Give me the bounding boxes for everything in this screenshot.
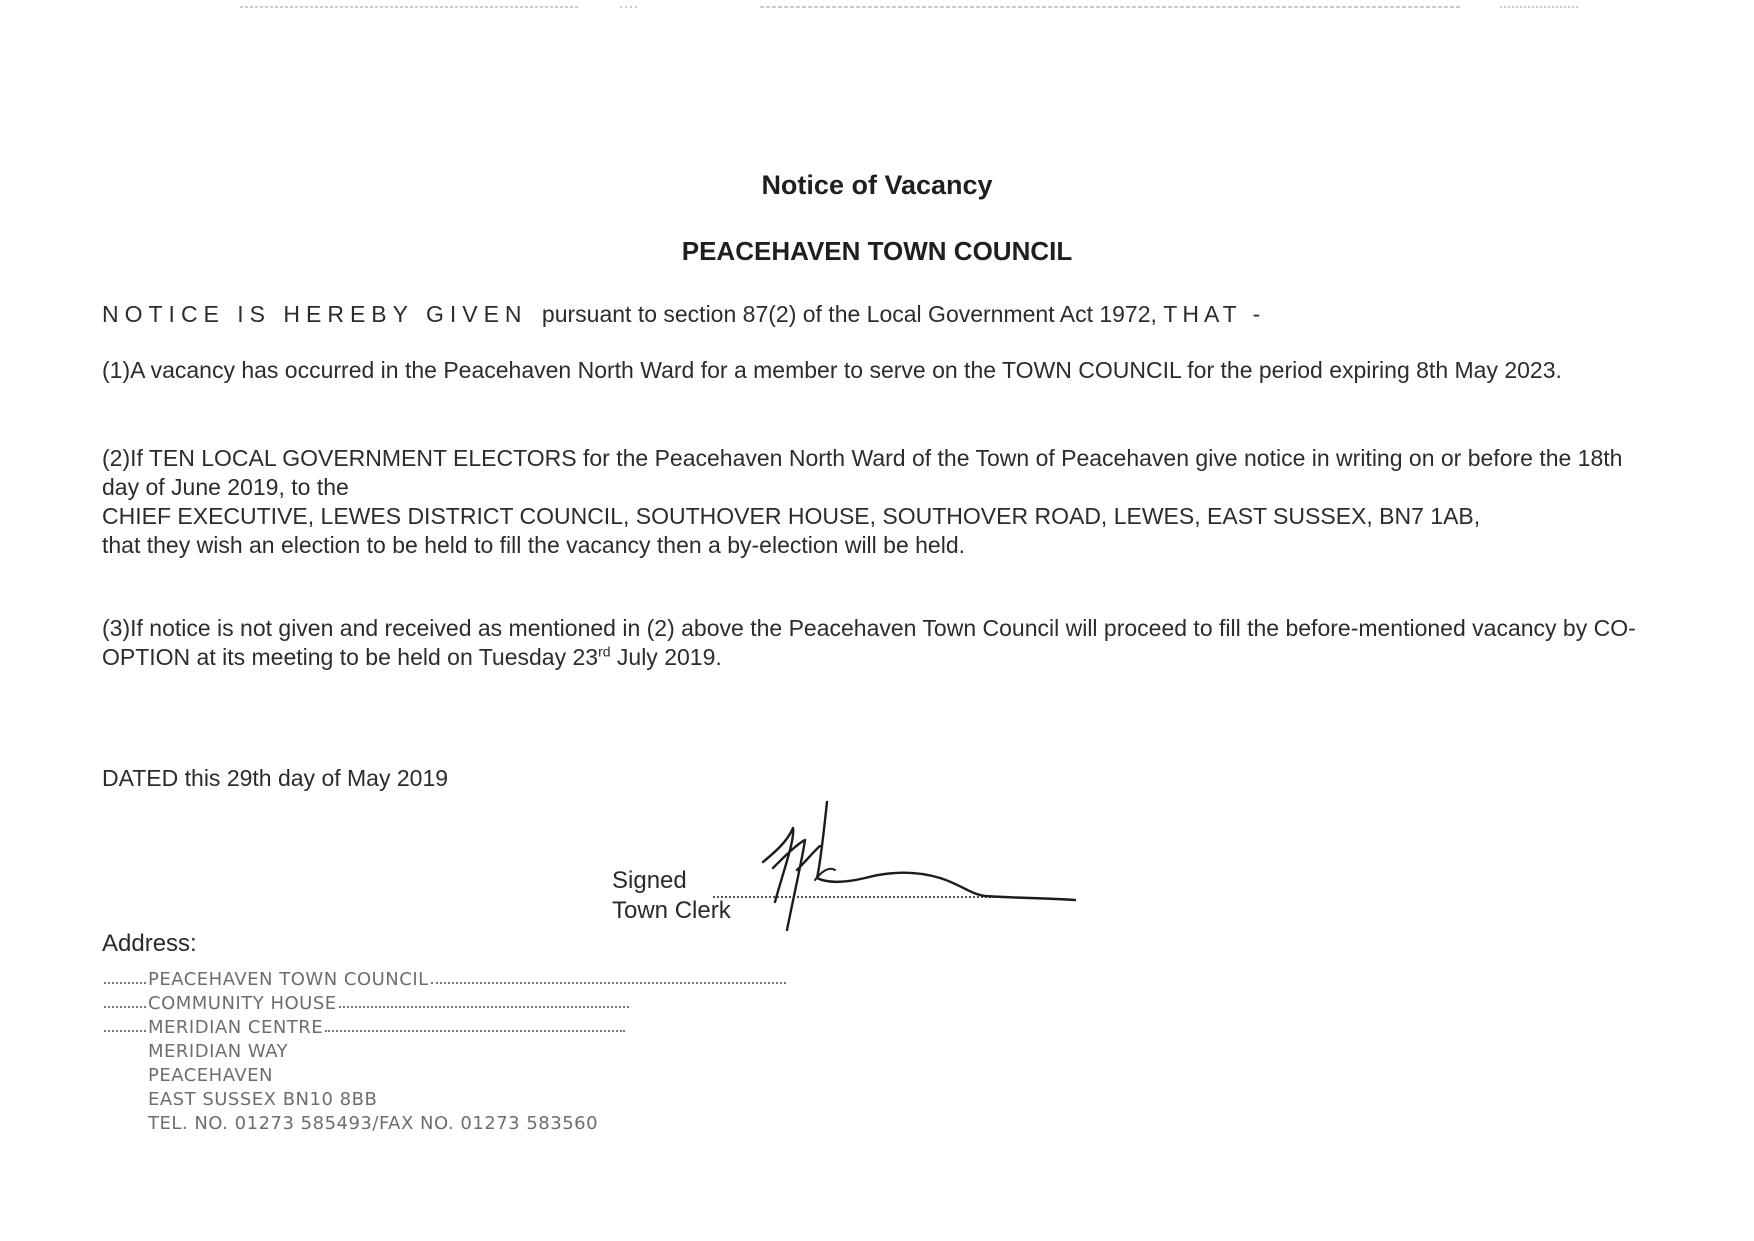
signed-label: Signed (612, 867, 687, 894)
notice-title: Notice of Vacancy (761, 170, 993, 200)
address-line: PEACEHAVEN TOWN COUNCIL (104, 968, 786, 992)
address-line: MERIDIAN WAY (148, 1041, 289, 1062)
paragraph-2 (102, 444, 1662, 560)
paragraph-3-text: (3)If notice is not given and received as mentioned in (2) above the Peacehaven Town Council will proceed to fill the before-mentioned vacancy by CO-OPTION at its meeting to be held on Tuesday 23 (102, 615, 1636, 670)
paragraph-1: (1)A vacancy has occurred in the Peacehaven North Ward for a member to serve on the TOWN COUNCIL for the period expiring 8th May 2023. (102, 357, 1562, 383)
signed-block (612, 866, 731, 926)
intro-text: pursuant to section 87(2) of the Local Government Act 1972, (541, 301, 1157, 327)
signatory-role: Town Clerk (612, 897, 731, 924)
ordinal-suffix: rd (598, 643, 611, 660)
paragraph-3-date-tail: July 2019. (610, 644, 722, 670)
address-line: COMMUNITY HOUSE (104, 992, 786, 1016)
address-stamp (104, 968, 786, 1136)
paragraph-2-address: CHIEF EXECUTIVE, LEWES DISTRICT COUNCIL, SOUTHOVER HOUSE, SOUTHOVER ROAD, LEWES, EAST SUSSEX, BN7 1AB, (102, 503, 1481, 529)
council-name: PEACEHAVEN TOWN COUNCIL (681, 236, 1073, 266)
handwritten-signature (745, 800, 1145, 940)
intro-spaced-heading: NOTICE IS HEREBY GIVEN (102, 301, 528, 327)
paragraph-3 (102, 614, 1662, 672)
address-line: EAST SUSSEX BN10 8BB (148, 1089, 378, 1110)
paragraph-2-line-1: (2)If TEN LOCAL GOVERNMENT ELECTORS for the Peacehaven North Ward of the Town of Peacehaven give notice in writing on or before the 18th day of June 2019, to the (102, 445, 1623, 500)
address-label: Address: (102, 930, 197, 957)
dated-line: DATED this 29th day of May 2019 (102, 765, 449, 791)
address-line: MERIDIAN CENTRE (104, 1016, 786, 1040)
scan-artifact-top (240, 4, 1600, 10)
paragraph-2-line-3: that they wish an election to be held to fill the vacancy then a by-election will be held. (102, 532, 966, 558)
address-line: TEL. NO. 01273 585493/FAX NO. 01273 583560 (148, 1113, 599, 1134)
intro-paragraph (102, 300, 1662, 329)
address-line: PEACEHAVEN (148, 1065, 274, 1086)
intro-that: THAT - (1163, 301, 1266, 327)
